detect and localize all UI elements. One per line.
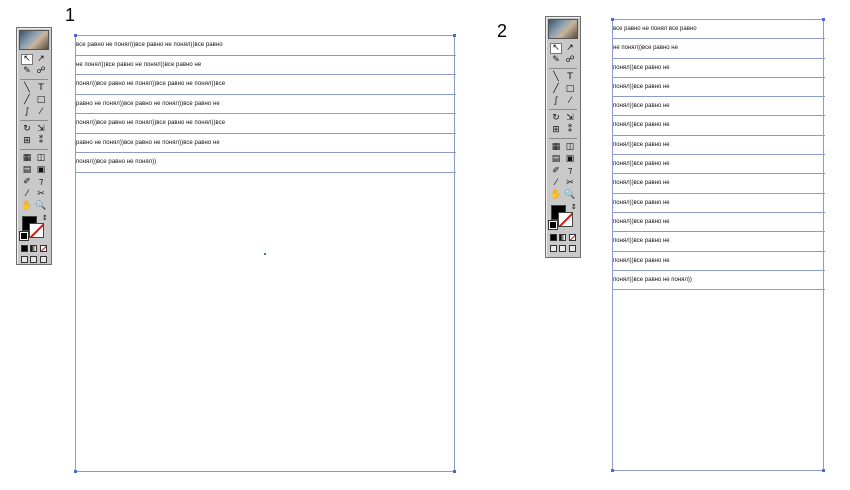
frame-handle[interactable]: [74, 470, 77, 473]
frame-handle[interactable]: [822, 469, 825, 472]
pencil-tool-icon[interactable]: ⁄: [40, 106, 42, 117]
scissors-tool-icon[interactable]: ✂: [37, 188, 45, 199]
tool-row: [17, 106, 51, 118]
full-screen-menu-mode-icon[interactable]: [559, 245, 566, 252]
frame-center-point: [264, 253, 266, 255]
type-tool-icon[interactable]: T: [38, 82, 44, 93]
blend-tool-icon[interactable]: ⁊: [567, 165, 573, 176]
scissors-tool-icon[interactable]: ✂: [566, 177, 574, 188]
color-mode-row: [17, 243, 51, 254]
default-colors-icon[interactable]: [20, 232, 28, 240]
text-line: понял))все равно не: [613, 174, 825, 193]
tool-row: [546, 153, 580, 165]
free-transform-tool-icon[interactable]: ⁑: [38, 135, 44, 146]
color-mode-icon[interactable]: [550, 234, 557, 241]
symbol-tool-icon[interactable]: ▦: [551, 141, 561, 152]
graph-tool-icon[interactable]: ◫: [36, 152, 46, 163]
text-line: понял))все равно не: [613, 78, 825, 97]
rotate-tool-icon[interactable]: ↻: [23, 123, 31, 134]
divider: [20, 149, 48, 150]
pen-tool-icon[interactable]: ✎: [23, 65, 31, 76]
mesh-tool-icon[interactable]: ▤: [551, 153, 561, 164]
tool-row: [17, 200, 51, 212]
screen-mode-row: [546, 243, 580, 254]
hand-tool-icon[interactable]: ✋: [21, 200, 33, 211]
text-line: понял))все равно не: [613, 59, 825, 78]
full-screen-mode-icon[interactable]: [569, 245, 576, 252]
lasso-tool-icon[interactable]: ☍: [565, 54, 575, 65]
none-mode-icon[interactable]: [40, 245, 47, 252]
zoom-tool-icon[interactable]: 🔍: [35, 200, 47, 211]
text-line: понял))все равно не понял)): [76, 153, 456, 173]
type-tool-icon[interactable]: T: [567, 71, 573, 82]
warp-tool-icon[interactable]: ⊞: [23, 135, 31, 146]
screen-mode-row: [17, 254, 51, 265]
warp-tool-icon[interactable]: ⊞: [552, 124, 560, 135]
gradient-tool-icon[interactable]: ▣: [36, 164, 46, 175]
text-line: равно не понял))все равно не понял))все равно не: [76, 134, 456, 154]
diagonal-line-tool-icon[interactable]: ╱: [24, 94, 30, 105]
rectangle-tool-icon[interactable]: □: [36, 94, 46, 105]
gradient-tool-icon[interactable]: ▣: [565, 153, 575, 164]
text-line: понял))все равно не: [613, 116, 825, 135]
tool-row: [546, 189, 580, 201]
full-screen-menu-mode-icon[interactable]: [30, 256, 37, 263]
none-mode-icon[interactable]: [569, 234, 576, 241]
rotate-tool-icon[interactable]: ↻: [552, 112, 560, 123]
blend-tool-icon[interactable]: ⁊: [38, 176, 44, 187]
tool-row: [17, 135, 51, 147]
swap-fill-stroke-icon[interactable]: ↕: [571, 203, 577, 211]
frame-handle[interactable]: [611, 469, 614, 472]
tool-row: [17, 65, 51, 77]
scale-tool-icon[interactable]: ⇲: [566, 112, 574, 123]
graph-tool-icon[interactable]: ◫: [565, 141, 575, 152]
tool-row: [17, 188, 51, 200]
text-line: понял))все равно не: [613, 97, 825, 116]
text-line: понял))все равно не: [613, 136, 825, 155]
tool-row: [546, 71, 580, 83]
fill-stroke-swatches: [546, 204, 580, 230]
text-frame-1[interactable]: [75, 35, 455, 472]
text-line: все равно не понял все равно: [613, 20, 825, 39]
tool-row: [546, 124, 580, 136]
text-line: понял))все равно не: [613, 194, 825, 213]
stroke-swatch[interactable]: [29, 223, 44, 238]
hand-tool-icon[interactable]: ✋: [550, 189, 562, 200]
color-mode-icon[interactable]: [21, 245, 28, 252]
divider: [20, 120, 48, 121]
line-tool-icon[interactable]: ╲: [553, 71, 559, 82]
selection-tool-icon[interactable]: ↖: [21, 54, 33, 65]
pen-tool-icon[interactable]: ✎: [552, 54, 560, 65]
text-line: понял))все равно не понял)): [613, 271, 825, 290]
frame-text-content[interactable]: [613, 20, 825, 290]
tools-palette-1: [16, 27, 52, 265]
divider: [549, 109, 577, 110]
divider: [549, 68, 577, 69]
tool-row: [17, 82, 51, 94]
text-frame-2[interactable]: [612, 19, 824, 471]
symbol-tool-icon[interactable]: ▦: [22, 152, 32, 163]
diagonal-line-tool-icon[interactable]: ╱: [553, 83, 559, 94]
fill-stroke-swatches: [17, 215, 51, 241]
slice-tool-icon[interactable]: ⁄: [555, 177, 557, 188]
selection-tool-icon[interactable]: ↖: [550, 43, 562, 54]
text-line: все равно не понял))все равно не понял))все равно: [76, 36, 456, 56]
swap-fill-stroke-icon[interactable]: ↕: [42, 214, 48, 222]
frame-handle[interactable]: [453, 470, 456, 473]
tool-row: [546, 42, 580, 54]
brush-tool-icon[interactable]: ∫: [553, 95, 559, 106]
eyedropper-tool-icon[interactable]: ✐: [23, 176, 31, 187]
tool-row: [17, 164, 51, 176]
tool-row: [546, 177, 580, 189]
divider: [549, 138, 577, 139]
frame-text-content[interactable]: [76, 36, 456, 173]
tool-row: [546, 141, 580, 153]
pencil-tool-icon[interactable]: ⁄: [569, 95, 571, 106]
text-line: не понял))все равно не: [613, 39, 825, 58]
brush-tool-icon[interactable]: ∫: [24, 106, 30, 117]
text-line: не понял))все равно не понял))все равно не: [76, 56, 456, 76]
mesh-tool-icon[interactable]: ▤: [22, 164, 32, 175]
direct-selection-tool-icon[interactable]: ↗: [37, 53, 45, 64]
palette-header[interactable]: [548, 19, 578, 39]
palette-header[interactable]: [19, 30, 49, 50]
text-line: равно не понял))все равно не понял))все равно не: [76, 95, 456, 115]
lasso-tool-icon[interactable]: ☍: [36, 65, 46, 76]
line-tool-icon[interactable]: ╲: [24, 82, 30, 93]
text-line: понял))все равно не понял))все равно не понял))все: [76, 75, 456, 95]
standard-screen-mode-icon[interactable]: [21, 256, 28, 263]
tool-row: [17, 94, 51, 106]
text-line: понял))все равно не: [613, 155, 825, 174]
tool-row: [546, 112, 580, 124]
text-line: понял))все равно не понял))все равно не понял))все: [76, 114, 456, 134]
tool-row: [546, 83, 580, 95]
panel-number-1: 1: [65, 5, 76, 25]
text-line: понял))все равно не: [613, 252, 825, 271]
text-line: понял))все равно не: [613, 213, 825, 232]
tool-row: [17, 53, 51, 65]
tool-row: [17, 123, 51, 135]
zoom-tool-icon[interactable]: 🔍: [564, 189, 576, 200]
direct-selection-tool-icon[interactable]: ↗: [566, 42, 574, 53]
text-line: понял))все равно не: [613, 232, 825, 251]
rectangle-tool-icon[interactable]: □: [565, 83, 575, 94]
stroke-swatch[interactable]: [558, 212, 573, 227]
color-mode-row: [546, 232, 580, 243]
tool-row: [17, 152, 51, 164]
tools-palette-2: [545, 16, 581, 258]
divider: [20, 79, 48, 80]
free-transform-tool-icon[interactable]: ⁑: [567, 124, 573, 135]
gradient-mode-icon[interactable]: [559, 234, 566, 241]
tool-row: [546, 54, 580, 66]
tool-row: [546, 95, 580, 107]
full-screen-mode-icon[interactable]: [40, 256, 47, 263]
default-colors-icon[interactable]: [549, 221, 557, 229]
eyedropper-tool-icon[interactable]: ✐: [552, 165, 560, 176]
standard-screen-mode-icon[interactable]: [550, 245, 557, 252]
tool-row: [546, 165, 580, 177]
panel-number-2: 2: [497, 21, 508, 41]
slice-tool-icon[interactable]: ⁄: [26, 188, 28, 199]
tool-row: [17, 176, 51, 188]
gradient-mode-icon[interactable]: [30, 245, 37, 252]
scale-tool-icon[interactable]: ⇲: [37, 123, 45, 134]
